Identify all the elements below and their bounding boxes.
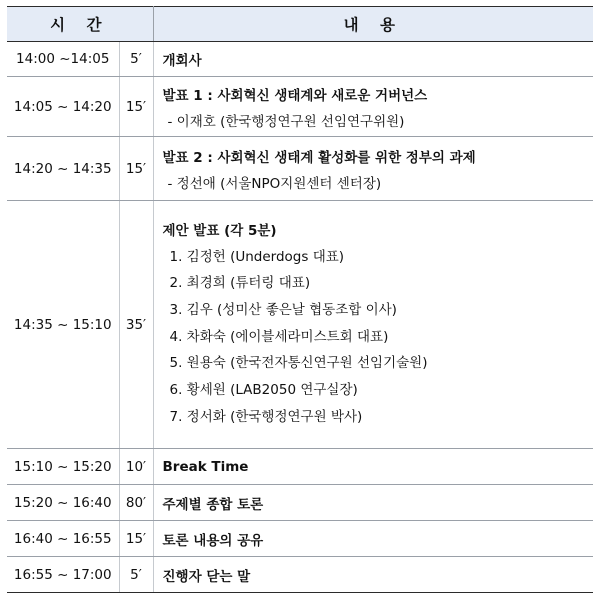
row-duration: 5′ (119, 557, 153, 593)
row-title: 발표 1 : 사회혁신 생태계와 새로운 거버넌스 (162, 87, 428, 104)
row-duration: 35′ (119, 201, 153, 449)
row-title: 발표 2 : 사회혁신 생태계 활성화를 위한 정부의 과제 (162, 149, 476, 166)
list-item: 4. 차화숙 (에이블세라미스트회 대표) (169, 328, 389, 345)
table-row (7, 521, 593, 557)
list-item: 2. 최경희 (튜터링 대표) (169, 275, 311, 292)
row-duration: 80′ (119, 485, 153, 521)
list-item: 3. 김우 (성미산 좋은날 협동조합 이사) (169, 301, 397, 318)
row-time: 14:35 ~ 15:10 (7, 201, 119, 449)
row-time: 15:20 ~ 16:40 (7, 485, 119, 521)
header-time: 시 간 (7, 7, 153, 42)
row-time: 15:10 ~ 15:20 (7, 449, 119, 485)
header-content: 내 용 (153, 7, 593, 42)
schedule-table (7, 6, 593, 593)
row-title: 진행자 닫는 말 (162, 568, 251, 585)
row-duration: 15′ (119, 521, 153, 557)
row-duration: 10′ (119, 449, 153, 485)
header-row (7, 7, 593, 42)
row-time: 16:40 ~ 16:55 (7, 521, 119, 557)
row-title: 개회사 (162, 53, 202, 69)
list-item: 6. 황세원 (LAB2050 연구실장) (169, 382, 358, 399)
table-row (7, 485, 593, 521)
row-time: 14:00 ~14:05 (7, 42, 119, 77)
list-item: 7. 정서화 (한국행정연구원 박사) (169, 408, 363, 425)
table-row (7, 137, 593, 201)
row-duration: 15′ (119, 137, 153, 201)
row-speaker: - 정선애 (서울NPO지원센터 센터장) (167, 175, 382, 192)
table-row (7, 42, 593, 77)
row-title: 제안 발표 (각 5분) (162, 222, 277, 239)
list-item: 1. 김정헌 (Underdogs 대표) (169, 248, 345, 265)
row-time: 14:05 ~ 14:20 (7, 77, 119, 137)
row-title: 주제별 종합 토론 (162, 496, 264, 513)
row-speaker: - 이재호 (한국행정연구원 선임연구위원) (167, 113, 405, 130)
row-time: 14:20 ~ 14:35 (7, 137, 119, 201)
row-duration: 5′ (119, 42, 153, 77)
table-row (7, 201, 593, 449)
table-row (7, 449, 593, 485)
presenter-list (163, 244, 594, 431)
table-row (7, 557, 593, 593)
row-duration: 15′ (119, 77, 153, 137)
row-title: 토론 내용의 공유 (162, 532, 264, 549)
table-row (7, 77, 593, 137)
row-time: 16:55 ~ 17:00 (7, 557, 119, 593)
row-title: Break Time (162, 458, 249, 475)
list-item: 5. 원용숙 (한국전자통신연구원 선임기술원) (169, 355, 428, 372)
